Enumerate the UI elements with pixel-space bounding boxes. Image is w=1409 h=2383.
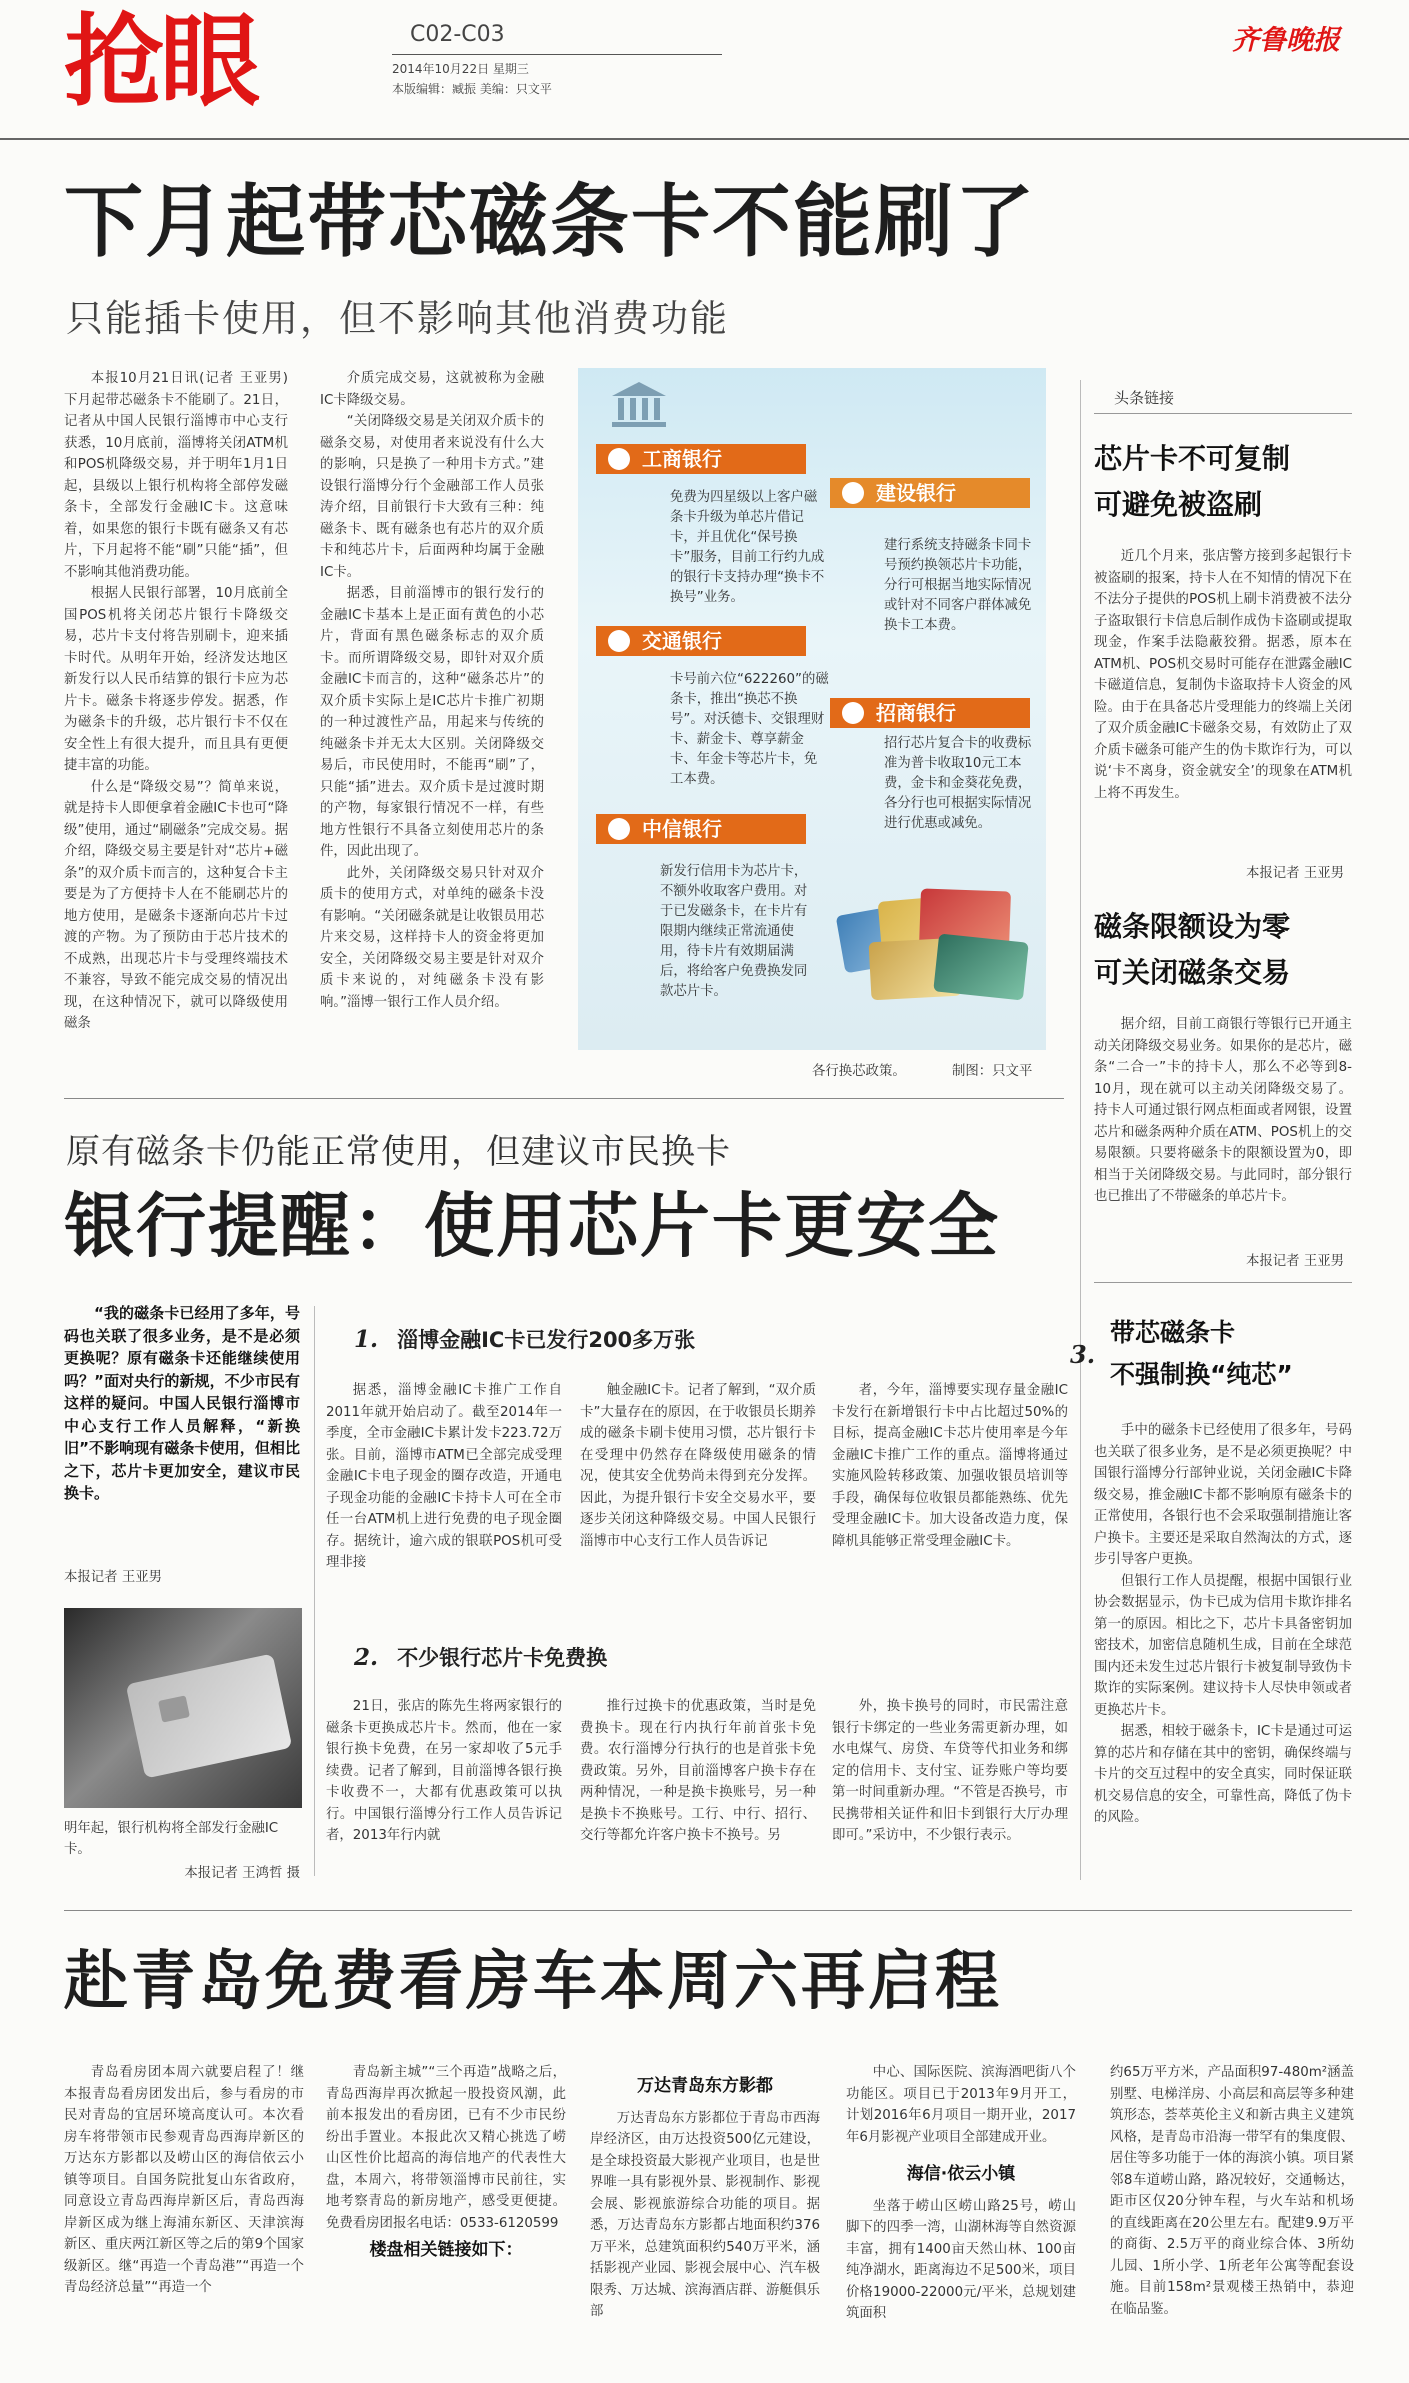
- section1-heading: [354, 1324, 695, 1354]
- article3-links-heading: 楼盘相关链接如下：: [369, 2240, 523, 2260]
- section2-paragraph: 外，换卡换号的同时，市民需注意银行卡绑定的一些业务需更新办理，如水电煤气、房贷、车贷等代扣业务和绑定的信用卡、支付宝、证券账户等均要第一时间重新办理。“不管是否换号，市民携带相关证件和旧卡到银行大厅办理即可。”采访中，不少银行表示。: [832, 1699, 1068, 1843]
- article3-column-3: [590, 2062, 820, 2378]
- article1-paragraph: 据悉，目前淄博市的银行发行的金融IC卡基本上是正面有黄色的小芯片，背面有黑色磁条标志的双介质卡。而所谓降级交易，即针对双介质金融IC卡而言的，这种“磁条芯片”的双介质卡实际上是IC芯片卡推广初期的一种过渡性产品，用起来与传统的纯磁条卡并无太大区别。关闭降级交易后，市民使用时，不能再“刷”了，只能“插”进去。双介质卡是过渡时期的产物，每家银行情况不一样，有些地方性银行不具备立刻使用芯片的条件，因此出现了。: [320, 586, 544, 859]
- article3-column-1: [64, 2062, 304, 2378]
- bank-policy-icbc: 免费为四星级以上客户磁条卡升级为单芯片借记卡，并且优化“保号换卡”服务，目前工行约九成的银行卡支持办理“换卡不换号”业务。: [670, 490, 825, 605]
- section1-number: 1.: [354, 1326, 379, 1353]
- article1-column-1: [64, 368, 288, 1082]
- date-line: 2014年10月22日 星期三: [392, 62, 529, 76]
- cmb-logo-icon: [842, 702, 864, 724]
- bank-building-icon: [610, 380, 668, 428]
- article2-top-rule: [64, 1098, 1064, 1099]
- sidebar-byline-1: 本报记者 王亚男: [1246, 866, 1344, 881]
- article1-paragraph: 本报10月21日讯(记者 王亚男) 下月起带芯磁条卡不能刷了。21日，记者从中国人民银行淄博市中心支行获悉，10月底前，淄博将关闭ATM机和POS机降级交易，并于明年1月1日起，县级以上银行机构将全部停发磁条卡，全部发行金融IC卡。这意味着，如果您的银行卡既有磁条又有芯片，下月起将不能“刷”只能“插”，但不影响其他消费功能。: [64, 371, 288, 580]
- article2-lead: [64, 1302, 300, 1534]
- section2-paragraph: 21日，张店的陈先生将两家银行的磁条卡更换成芯片卡。然而，他在一家银行换卡免费，在另一家却收了5元手续费。记者了解到，目前淄博各银行换卡收费不一，大都有优惠政策可以执行。中国银行淄博分行工作人员告诉记者，2013年行内就: [326, 1699, 562, 1843]
- sidebar-tag: [1094, 384, 1352, 414]
- section2-paragraph: 推行过换卡的优惠政策，当时是免费换卡。现在行内执行年前首张卡免费。农行淄博分行执行的也是首张卡免费政策。另外，目前淄博客户换卡存在两种情况，一种是换卡换账号，另一种是换卡不换账号。工行、中行、招行、交行等都允许客户换卡不换号。另: [580, 1699, 816, 1843]
- card-photo: [64, 1608, 302, 1808]
- header-divider: [392, 54, 722, 55]
- article3-column-5: [1110, 2062, 1354, 2378]
- section1-paragraph: 触金融IC卡。记者了解到，“双介质卡”大量存在的原因，在于收银员长期养成的磁条卡刷卡使用习惯，芯片银行卡在受理中仍然存在降级使用磁条的情况，使其安全优势尚未得到充分发挥。因此，为提升银行卡安全交易水平，要逐步关闭这种降级交易。中国人民银行淄博市中心支行工作人员告诉记: [580, 1383, 816, 1549]
- bocom-logo-icon: [608, 630, 630, 652]
- masthead: 齐鲁晚报: [1232, 25, 1340, 56]
- article3-title: 赴青岛免费看房车本周六再启程: [64, 1945, 1002, 2019]
- sidebar-headline-line: 磁条限额设为零: [1094, 910, 1291, 943]
- sidebar-body-2: [1094, 1014, 1352, 1244]
- bank-label-bocom: [596, 626, 806, 656]
- section3-title-line: 带芯磁条卡: [1110, 1318, 1236, 1347]
- infographic-caption: 各行换芯政策。: [812, 1064, 906, 1079]
- article3-paragraph: 万达青岛东方影都位于青岛市西海岸经济区，由万达投资500亿元建设，是全球投资最大影视产业项目，也是世界唯一具有影视外景、影视制作、影视会展、影视旅游综合功能的项目。据悉，万达青岛东方影都占地面积约376万平米，总建筑面积约540万平米，涵括影视产业园、影视会展中心、汽车极限秀、万达城、滨海酒店群、游艇俱乐部: [590, 2110, 820, 2319]
- sidebar-tag-label: 头条链接: [1114, 389, 1175, 407]
- bank-label-cmb: [830, 698, 1030, 728]
- article1-paragraph: 介质完成交易，这就被称为金融IC卡降级交易。: [320, 371, 544, 408]
- section3-paragraph: 据悉，相较于磁条卡，IC卡是通过可运算的芯片和存储在其中的密钥，确保终端与卡片的交互过程中的安全真实，同时保证联机交易信息的安全，可靠性高，降低了伪卡的风险。: [1094, 1724, 1352, 1825]
- header: [0, 0, 1409, 140]
- bank-label-icbc: [596, 444, 806, 474]
- article1-column-2: [320, 368, 544, 1082]
- editor-line: 本版编辑：臧振 美编：只文平: [392, 82, 552, 96]
- section2-column-3: [832, 1696, 1068, 1876]
- section2-number: 2.: [354, 1644, 379, 1671]
- wanda-project-heading: 万达青岛东方影都: [637, 2076, 773, 2096]
- section1-title: 淄博金融IC卡已发行200多万张: [397, 1328, 696, 1352]
- bank-name: 建设银行: [876, 481, 956, 505]
- citic-logo-icon: [608, 818, 630, 840]
- section1-column-3: [832, 1380, 1068, 1640]
- ccb-logo-icon: [842, 482, 864, 504]
- bank-policy-bocom: 卡号前六位“622260”的磁条卡，推出“换芯不换号”。对沃德卡、交银理财卡、薪金卡、尊享薪金卡、年金卡等芯片卡，免工本费。: [670, 672, 829, 787]
- photo-caption: 明年起，银行机构将全部发行金融IC卡。: [64, 1821, 279, 1857]
- bank-policy-infographic: [578, 368, 1046, 1050]
- sidebar-headline-line: 可避免被盗刷: [1094, 488, 1263, 521]
- section3-paragraph: 但银行工作人员提醒，根据中国银行业协会数据显示，伪卡已成为信用卡欺诈排名第一的原因。相比之下，芯片卡具备密钥加密技术，加密信息随机生成，目前在全球范围内还未发生过芯片银行卡被复制导致伪卡欺诈的实际案例。建议持卡人尽快申领或者更换芯片卡。: [1094, 1573, 1352, 1718]
- bank-name: 工商银行: [642, 447, 722, 471]
- bank-policy-cmb: 招行芯片复合卡的收费标准为普卡收取10元工本费，金卡和金葵花免费，各分行也可根据实际情况进行优惠或减免。: [884, 736, 1032, 831]
- section1-column-1: [326, 1380, 562, 1640]
- article1-paragraph: 什么是“降级交易”？简单来说，就是持卡人即便拿着金融IC卡也可“降级”使用，通过“刷磁条”完成交易。据介绍，降级交易主要是针对“芯片+磁条”的双介质卡而言的，这种复合卡主要是为了方便持卡人在不能刷芯片的地方使用，是磁条卡逐渐向芯片卡过渡的产物。为了预防由于芯片技术的不成熟，出现芯片卡与受理终端技术不兼容，导致不能完成交易的情况出现，在这种情况下，就可以降级使用磁条: [64, 779, 288, 1031]
- sidebar-body-1: [1094, 546, 1352, 854]
- article3-paragraph: 青岛看房团本周六就要启程了！继本报青岛看房团发出后，参与看房的市民对青岛的宜居环境高度认可。本次看房车将带领市民参观青岛西海岸新区的万达东方影都以及崂山区的海信依云小镇等项目。自国务院批复山东省政府，同意设立青岛西海岸新区后，青岛西海岸新区成为继上海浦东新区、天津滨海新区、重庆两江新区等之后的第9个国家级新区。继“再造一个青岛港”“再造一个青岛经济总量”“再造一个: [64, 2065, 304, 2295]
- sidebar-divider: [1080, 380, 1081, 1880]
- sidebar-headline-line: 芯片卡不可复制: [1094, 442, 1291, 475]
- bank-cards-illustration: [840, 878, 1030, 1008]
- bank-name: 交通银行: [642, 629, 722, 653]
- section2-column-1: [326, 1696, 562, 1876]
- section1-paragraph: 者，今年，淄博要实现存量金融IC卡发行在新增银行卡中占比超过50%的目标，提高金融IC卡芯片使用率是今年金融IC卡推广工作的重点。淄博将通过实施风险转移政策、加强收银员培训等手段，确保每位收银员都能熟练、优先受理金融IC卡。加大设备改造力度，保障机具能够正常受理金融IC卡。: [832, 1383, 1068, 1549]
- article2-divider: [314, 1306, 315, 1876]
- sidebar-paragraph: 近几个月来，张店警方接到多起银行卡被盗刷的报案，持卡人在不知情的情况下在不法分子提供的POS机上刷卡消费被不法分子盗取银行卡信息后制作成伪卡盗刷或提取现金，作案手法隐蔽狡猾。据悉，原本在ATM机、POS机交易时可能存在泄露金融IC卡磁道信息，复制伪卡盗取持卡人资金的风险。由于在具备芯片受理能力的终端上关闭了双介质金融IC卡磁条交易，有效防止了双介质卡磁条可能产生的伪卡欺诈行为，可以说‘卡不离身，资金就安全’的现象在ATM机上将不再发生。: [1094, 549, 1352, 801]
- article3-column-4: [846, 2062, 1076, 2378]
- bank-card-image: [933, 933, 1029, 1000]
- section2-title: 不少银行芯片卡免费换: [397, 1646, 608, 1670]
- article3-paragraph: 约65万平方米，产品面积97-480m²涵盖别墅、电梯洋房、小高层和高层等多种建筑形态，荟萃英伦主义和新古典主义建筑风格，是青岛市沿海一带罕有的集度假、居住等多功能于一体的海滨小镇。项目紧邻8车道崂山路，路况较好，交通畅达，距市区仅20分钟车程，与火车站和机场的直线距离在20公里左右。配建9.9万平的商街、2.5万平的商业综合体、3所幼儿园、1所小学、1所老年公寓等配套设施。目前158m²景观楼王热销中，恭迎在临品鉴。: [1110, 2065, 1354, 2317]
- brand-logo: 抢眼: [64, 2, 256, 120]
- article1-paragraph: 此外，关闭降级交易只针对双介质卡的使用方式，对单纯的磁条卡没有影响。“关闭磁条就是让收银员用芯片来交易，这样持卡人的资金将更加安全，关闭降级交易主要是针对双介质卡来说的，对纯磁条卡没有影响。”淄博一银行工作人员介绍。: [320, 865, 544, 1010]
- article3-top-rule: [64, 1910, 1352, 1911]
- section2-column-2: [580, 1696, 816, 1876]
- header-rule: [0, 138, 1409, 140]
- article1-title: 下月起带芯磁条卡不能刷了: [64, 176, 1036, 268]
- sidebar-headline-line: 可关闭磁条交易: [1094, 956, 1291, 989]
- infographic-credit: 制图：只文平: [952, 1064, 1033, 1079]
- section2-heading: [354, 1642, 607, 1672]
- sidebar-byline-2: 本报记者 王亚男: [1246, 1254, 1344, 1269]
- sidebar-rule: [1094, 1282, 1352, 1283]
- icbc-logo-icon: [608, 448, 630, 470]
- article1-subtitle: 只能插卡使用，但不影响其他消费功能: [66, 297, 729, 340]
- section3-title-line: 不强制换“纯芯”: [1110, 1360, 1293, 1389]
- bank-label-ccb: [830, 478, 1030, 508]
- page-range: C02-C03: [410, 22, 505, 47]
- article3-paragraph: 坐落于崂山区崂山路25号，崂山脚下的四季一湾，山湖林海等自然资源丰富，拥有1400亩天然山林、100亩纯净湖水，距离海边不足500米，项目价格19000-22000元/平米，总规划建筑面积: [846, 2198, 1076, 2321]
- bank-label-citic: [596, 814, 806, 844]
- article3-paragraph: 青岛新主城”“三个再造”战略之后，青岛西海岸再次掀起一股投资风潮，此前本报发出的看房团，已有不少市民纷纷出手置业。本报此次又精心挑选了崂山区性价比超高的海信地产的代表性大盘，本周六，将带领淄博市民前往，实地考察青岛的新房地产，感受更便捷。免费看房团报名电话：0533-6120599: [326, 2065, 566, 2231]
- article1-paragraph: 根据人民银行部署，10月底前全国POS机将关闭芯片银行卡降级交易，芯片卡支付将告别刷卡，迎来插卡时代。从明年开始，经济发达地区新发行以人民币结算的银行卡应为芯片卡。磁条卡将逐步停发。据悉，作为磁条卡的升级，芯片银行卡不仅在安全性上有很大提升，而且具有更便捷丰富的功能。: [64, 586, 288, 773]
- hisense-project-heading: 海信·依云小镇: [906, 2164, 1016, 2184]
- section3-number: 3.: [1070, 1340, 1096, 1369]
- bank-policy-ccb: 建行系统支持磁条卡同卡号预约换领芯片卡功能，分行可根据当地实际情况或针对不同客户群体减免换卡工本费。: [884, 538, 1032, 633]
- section3-paragraph: 手中的磁条卡已经使用了很多年，号码也关联了很多业务，是不是必须更换呢？中国银行淄博分行部钟业说，关闭金融IC卡降级交易，推金融IC卡都不影响原有磁条卡的正常使用，各银行也不会采取强制措施让客户换卡。主要还是采取自然淘汰的方式，逐步引导客户更换。: [1094, 1423, 1352, 1567]
- article2-lead-byline: 本报记者 王亚男: [64, 1570, 162, 1585]
- photo-byline: 本报记者 王鸿哲 摄: [184, 1866, 300, 1881]
- section1-column-2: [580, 1380, 816, 1640]
- section3-body: [1094, 1420, 1352, 1880]
- bank-name: 中信银行: [642, 817, 722, 841]
- section3-title: [1110, 1312, 1293, 1396]
- article2-lead-text: “我的磁条卡已经用了多年，号码也关联了很多业务，是不是必须更换呢？原有磁条卡还能继续使用吗？”面对央行的新规，不少市民有这样的疑问。中国人民银行淄博市中心支行工作人员解释，“新换旧”不影响现有磁条卡使用，但相比之下，芯片卡更加安全，建议市民换卡。: [64, 1304, 300, 1502]
- photo-card-shape: [126, 1653, 293, 1778]
- article1-paragraph: “关闭降级交易是关闭双介质卡的磁条交易，对使用者来说没有什么大的影响，只是换了一种用卡方式。”建设银行淄博分行个金融部工作人员张涛介绍，目前银行卡大致有三种：纯磁条卡、既有磁条也有芯片的双介质卡和纯芯片卡，后面两种均属于金融IC卡。: [320, 414, 544, 580]
- article3-column-2: [326, 2062, 566, 2378]
- bank-policy-citic: 新发行信用卡为芯片卡，不额外收取客户费用。对于已发磁条卡，在卡片有限期内继续正常流通使用，待卡片有效期届满后，将给客户免费换发同款芯片卡。: [660, 864, 808, 999]
- sidebar-paragraph: 据介绍，目前工商银行等银行已开通主动关闭降级交易业务。如果你的是芯片，磁条“二合一”卡的持卡人，那么不必等到8-10月，现在就可以主动关闭降级交易了。持卡人可通过银行网点柜面或者网银，设置芯片和磁条两种介质在ATM、POS机上的交易限额。只要将磁条卡的限额设置为0，即相当于关闭降级交易。与此同时，部分银行也已推出了不带磁条的单芯片卡。: [1094, 1017, 1352, 1204]
- section1-paragraph: 据悉，淄博金融IC卡推广工作自2011年就开始启动了。截至2014年一季度，全市金融IC卡累计发卡223.72万张。目前，淄博市ATM已全部完成受理金融IC卡电子现金的圈存改造，开通电子现金功能的金融IC卡持卡人可在全市任一台ATM机上进行免费的电子现金圈存。据统计，逾六成的银联POS机可受理非接: [326, 1383, 562, 1570]
- article3-paragraph: 中心、国际医院、滨海酒吧街八个功能区。项目已于2013年9月开工，计划2016年6月项目一期开业，2017年6月影视产业项目全部建成开业。: [846, 2065, 1076, 2145]
- article2-kicker: 原有磁条卡仍能正常使用，但建议市民换卡: [66, 1132, 731, 1172]
- sidebar-headline-2: [1094, 904, 1354, 996]
- bank-name: 招商银行: [876, 701, 956, 725]
- article2-title: 银行提醒：使用芯片卡更安全: [64, 1185, 1000, 1267]
- sidebar-headline-1: [1094, 436, 1354, 528]
